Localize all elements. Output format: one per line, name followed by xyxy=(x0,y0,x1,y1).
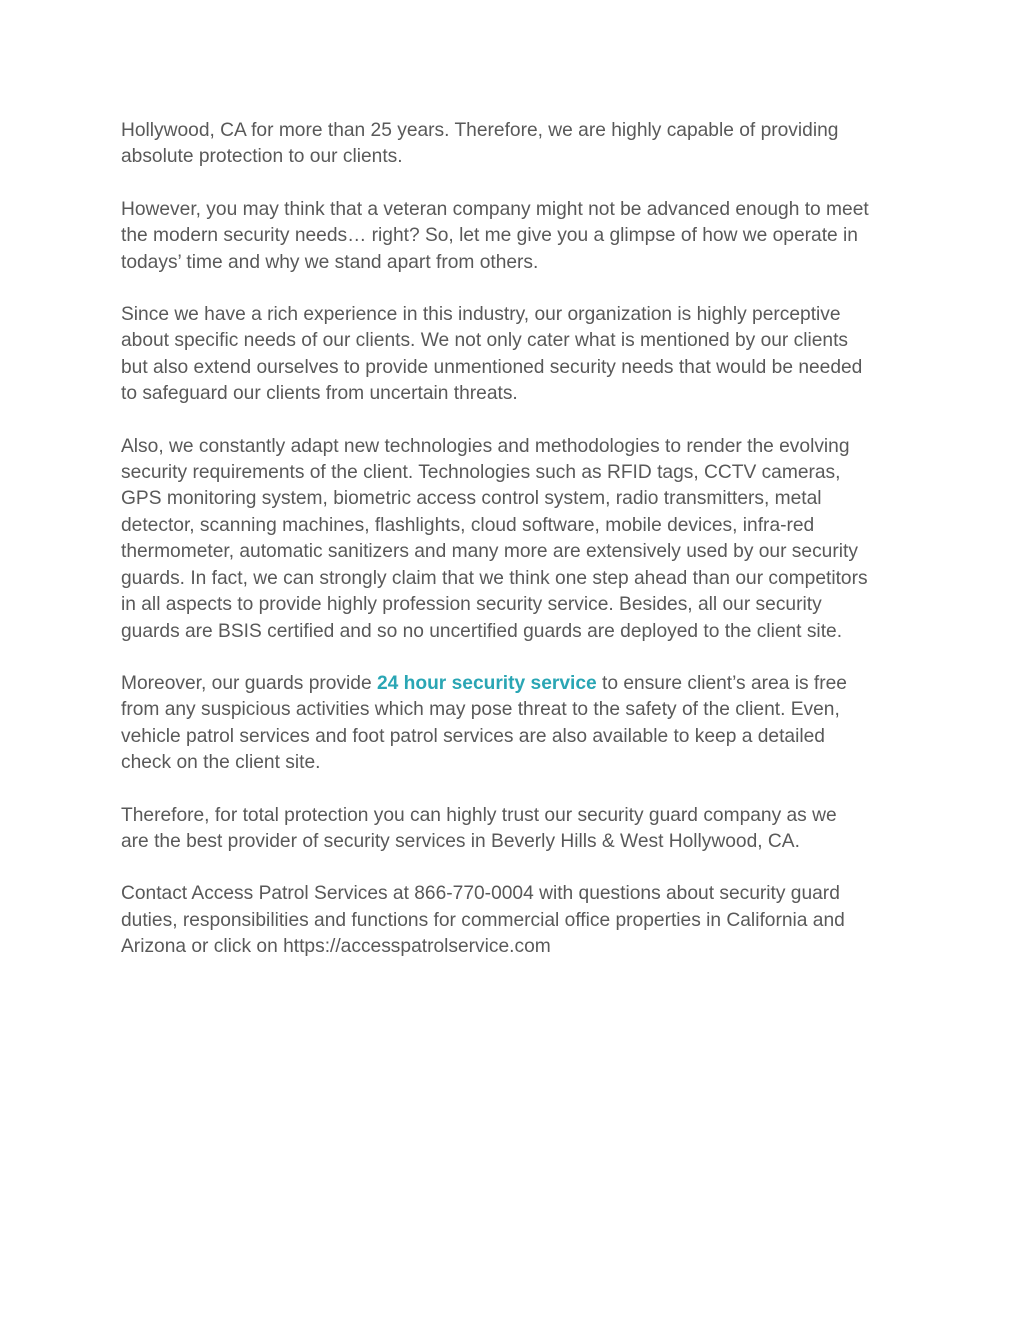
paragraph-24-hour-service xyxy=(121,671,911,777)
paragraph-total-protection: Therefore, for total protection you can highly trust our security guard company as we are the best provider of security services in Beverly Hills & West Hollywood, CA. xyxy=(121,804,837,852)
paragraph-24-hour-service-lead: Moreover, our guards provide xyxy=(121,672,377,694)
paragraph-experience: Since we have a rich experience in this industry, our organization is highly perceptive about specific needs of our clients. We not only cater what is mentioned by our clients but also extend ourselves to provide unmentioned security needs that would be needed to safeguard our clients from uncertain threats. xyxy=(121,304,863,405)
paragraph-24-hour-service-rest: to ensure client’s area is free from any suspicious activities which may pose threat to the safety of the client. Even, vehicle patrol services and foot patrol services are also available to keep a detailed check on the client site. xyxy=(121,672,847,774)
document-page xyxy=(121,118,911,987)
paragraph-history: Hollywood, CA for more than 25 years. Therefore, we are highly capable of providing absolute protection to our clients. xyxy=(121,120,839,168)
24-hour-security-service-link[interactable]: 24 hour security service xyxy=(376,672,597,694)
paragraph-technologies: Also, we constantly adapt new technologies and methodologies to render the evolving security requirements of the client. Technologies such as RFID tags, CCTV cameras, GPS monitoring system, biometric access control system, radio transmitters, metal detector, scanning machines, flashlights, cloud software, mobile devices, infra-red thermometer, automatic sanitizers and many more are extensively used by our security guards. In fact, we can strongly claim that we think one step ahead than our competitors in all aspects to provide highly profession security service. Besides, all our security guards are BSIS certified and so no uncertified guards are deployed to the client site. xyxy=(121,435,868,642)
paragraph-modern-needs: However, you may think that a veteran company might not be advanced enough to meet the modern security needs… right? So, let me give you a glimpse of how we operate in todays’ time and why we stand apart from others. xyxy=(121,198,869,273)
paragraph-contact: Contact Access Patrol Services at 866-770-0004 with questions about security guard duties, responsibilities and functions for commercial office properties in California and Arizona or click on https://accesspatrolservice.com xyxy=(121,883,845,958)
